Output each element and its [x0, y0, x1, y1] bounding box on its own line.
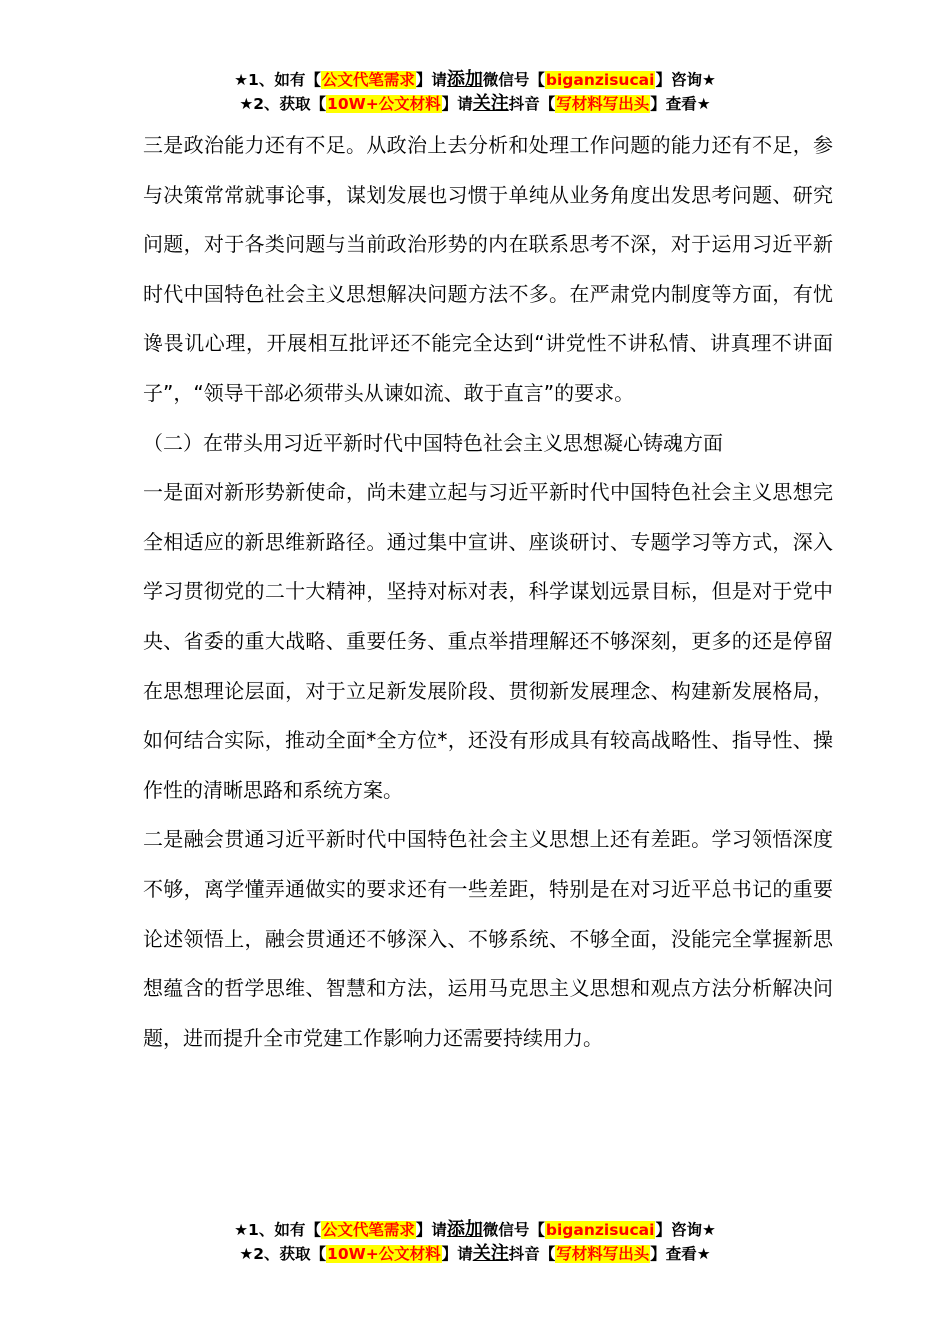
banner-highlight: 10W+公文材料: [327, 1245, 441, 1263]
banner-highlight-douyin: 写材料写出头: [556, 95, 650, 113]
banner-underlined: 关注: [472, 1243, 509, 1264]
banner-highlight: 公文代笔需求: [321, 1221, 415, 1239]
section-heading-2: （二）在带头用习近平新时代中国特色社会主义思想凝心铸魂方面: [143, 430, 723, 455]
banner-line-1: [0, 68, 950, 92]
banner-text: 抖音【: [508, 95, 556, 113]
banner-line-2: [0, 1242, 950, 1266]
banner-text: 】咨询★: [655, 71, 716, 89]
banner-line-2: [0, 92, 950, 116]
banner-text: ★1、如有【: [234, 71, 321, 89]
paragraph-integration-gap: 二是融会贯通习近平新时代中国特色社会主义思想上还有差距。学习领悟深度不够，离学懂弄通做实的要求还有一些差距，特别是在对习近平总书记的重要论述领悟上，融会贯通还不够深入、不够系统、不够全面，没能完全掌握新思想蕴含的哲学思维、智慧和方法，运用马克思主义思想和观点方法分析解决问题，进而提升全市党建工作影响力还需要持续用力。: [143, 827, 833, 1050]
banner-text: ★2、获取【: [239, 1245, 327, 1263]
banner-text: 】请: [415, 71, 447, 89]
banner-underlined: 添加: [446, 1219, 483, 1240]
paragraph-political-ability: 三是政治能力还有不足。从政治上去分析和处理工作问题的能力还有不足，参与决策常常就事论事，谋划发展也习惯于单纯从业务角度出发思考问题、研究问题，对于各类问题与当前政治形势的内在联系思考不深，对于运用习近平新时代中国特色社会主义思想解决问题方法不多。在严肃党内制度等方面，有忧谗畏讥心理，开展相互批评还不能完全达到“讲党性不讲私情、讲真理不讲面子”，“领导干部必须带头从谏如流、敢于直言”的要求。: [143, 133, 833, 405]
banner-text: 】请: [441, 1245, 473, 1263]
banner-text: 】查看★: [650, 1245, 711, 1263]
banner-text: 】请: [441, 95, 473, 113]
banner-text: 微信号【: [482, 71, 545, 89]
banner-text: 】咨询★: [655, 1221, 716, 1239]
banner-highlight-wechat: biganzisucai: [545, 71, 655, 89]
document-body: [143, 121, 833, 1063]
banner-highlight-wechat: biganzisucai: [545, 1221, 655, 1239]
banner-text: 】查看★: [650, 95, 711, 113]
banner-highlight: 10W+公文材料: [327, 95, 441, 113]
banner-highlight: 公文代笔需求: [321, 71, 415, 89]
banner-text: 】请: [415, 1221, 447, 1239]
paragraph-new-thinking: 一是面对新形势新使命，尚未建立起与习近平新时代中国特色社会主义思想完全相适应的新思维新路径。通过集中宣讲、座谈研讨、专题学习等方式，深入学习贯彻党的二十大精神，坚持对标对表，科学谋划远景目标，但是对于党中央、省委的重大战略、重要任务、重点举措理解还不够深刻，更多的还是停留在思想理论层面，对于立足新发展阶段、贯彻新发展理念、构建新发展格局，如何结合实际，推动全面*全方位*，还没有形成具有较高战略性、指导性、操作性的清晰思路和系统方案。: [143, 480, 833, 802]
banner-text: 微信号【: [482, 1221, 545, 1239]
bottom-banner: [0, 1218, 950, 1266]
top-banner: [0, 68, 950, 116]
banner-text: ★2、获取【: [239, 95, 327, 113]
banner-underlined: 关注: [472, 93, 509, 114]
banner-line-1: [0, 1218, 950, 1242]
banner-underlined: 添加: [446, 69, 483, 90]
banner-text: 抖音【: [508, 1245, 556, 1263]
banner-text: ★1、如有【: [234, 1221, 321, 1239]
banner-highlight-douyin: 写材料写出头: [556, 1245, 650, 1263]
